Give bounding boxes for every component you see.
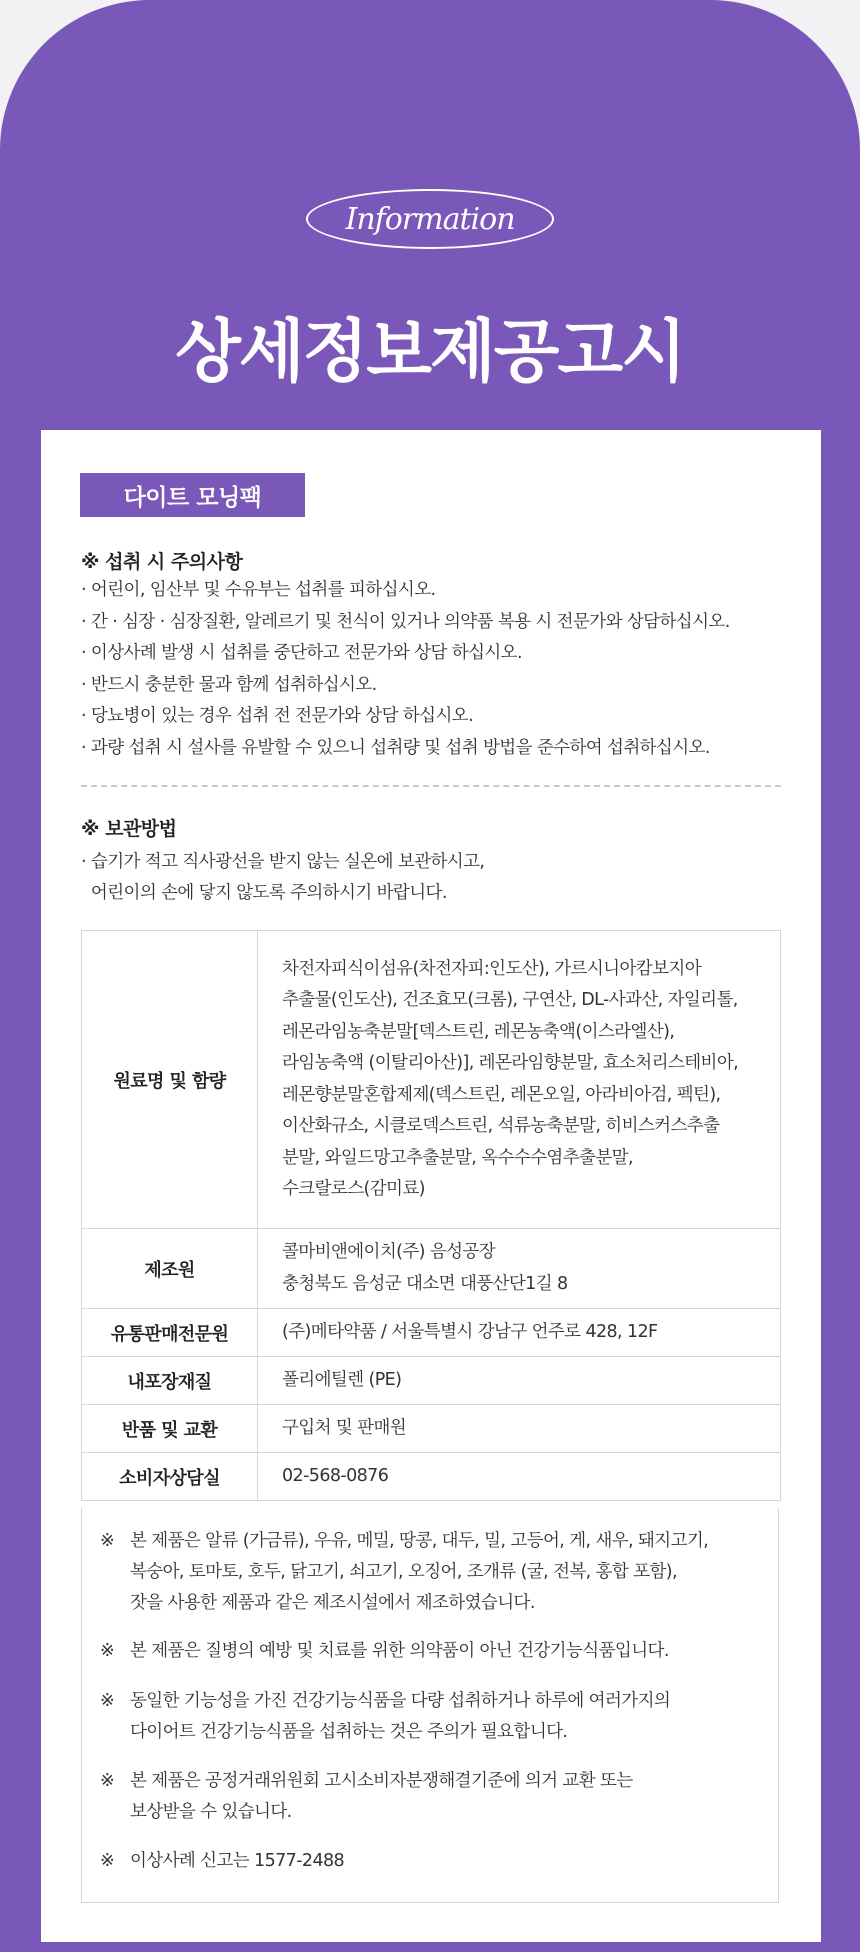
row-label-manufacturer: 제조원 (82, 1229, 258, 1309)
notice-mark: ※ (100, 1851, 115, 1871)
caution-list (81, 575, 730, 764)
notice-mark: ※ (100, 1771, 115, 1791)
storage-text: · 습기가 적고 직사광선을 받지 않는 실온에 보관하시고, 어린이의 손에 닿지 않도록 주의하시기 바랍니다. (81, 852, 485, 903)
table-row (82, 931, 781, 1229)
caution-item: · 간 · 심장 · 심장질환, 알레르기 및 천식이 있거나 의약품 복용 시 전문가와 상담하십시오. (81, 611, 730, 632)
row-value-consumer-center: 02-568-0876 (258, 1453, 781, 1501)
notice-item (100, 1686, 670, 1748)
row-value-packaging: 폴리에틸렌 (PE) (258, 1357, 781, 1405)
product-name: 다이트 모닝팩 (123, 484, 262, 511)
notice-mark: ※ (100, 1641, 115, 1661)
storage-heading: ※ 보관방법 (81, 818, 177, 840)
row-label-packaging: 내포장재질 (82, 1357, 258, 1405)
notice-box (81, 1508, 779, 1903)
caution-heading: ※ 섭취 시 주의사항 (81, 551, 243, 573)
notice-text: 동일한 기능성을 가진 건강기능식품을 다량 섭취하거나 하루에 여러가지의 다이어트 건강기능식품을 섭취하는 것은 주의가 필요합니다. (130, 1691, 671, 1742)
notice-mark: ※ (100, 1691, 115, 1711)
product-info-table (81, 930, 781, 1501)
table-row (82, 1357, 781, 1405)
row-value-ingredients: 차전자피식이섬유(차전자피:인도산), 가르시니아캄보지아 추출물(인도산), 건조효모(크롬), 구연산, DL-사과산, 자일리톨, 레몬라임농축분말[덱스트린, 레몬농축액(이스라엘산), 라임농축액 (이탈리아산)], 레몬라임향분말, 효소처리스테비아, 레몬향분말혼합제제(덱스트린, 레몬오일, 아라비아검, 펙틴), 이산화규소, 시클로덱스트린, 석류농축분말, 히비스커스추출 분말, 와일드망고추출분말, 옥수수수염추출분말, 수크랄로스(감미료) (258, 931, 781, 1229)
table-row (82, 1453, 781, 1501)
table-row (82, 1405, 781, 1453)
notice-item (100, 1526, 708, 1619)
product-name-tag (80, 473, 305, 517)
information-badge-label: Information (345, 201, 515, 237)
info-card (41, 430, 821, 1942)
notice-item (100, 1846, 344, 1877)
row-value-returns: 구입처 및 판매원 (258, 1405, 781, 1453)
notice-item (100, 1636, 669, 1667)
notice-text: 본 제품은 알류 (가금류), 우유, 메밀, 땅콩, 대두, 밀, 고등어, 게, 새우, 돼지고기, 복숭아, 토마토, 호두, 닭고기, 쇠고기, 오징어, 조개류 (굴, 전복, 홍합 포함), 잣을 사용한 제품과 같은 제조시설에서 제조하였습니다. (130, 1531, 709, 1613)
notice-mark: ※ (100, 1531, 115, 1551)
caution-item: · 이상사례 발생 시 섭취를 중단하고 전문가와 상담 하십시오. (81, 643, 522, 663)
caution-item: · 어린이, 임산부 및 수유부는 섭취를 피하십시오. (81, 580, 436, 600)
row-label-distributor: 유통판매전문원 (82, 1309, 258, 1357)
notice-text: 이상사례 신고는 1577-2488 (130, 1851, 345, 1871)
table-row (82, 1309, 781, 1357)
row-label-consumer-center: 소비자상담실 (82, 1453, 258, 1501)
notice-text: 본 제품은 공정거래위원회 고시소비자분쟁해결기준에 의거 교환 또는 보상받을 수 있습니다. (130, 1771, 633, 1822)
page-title: 상세정보제공고시 (175, 313, 685, 392)
row-value-manufacturer: 콜마비앤에이치(주) 음성공장 충청북도 음성군 대소면 대풍산단1길 8 (258, 1229, 781, 1309)
row-label-returns: 반품 및 교환 (82, 1405, 258, 1453)
dashed-divider (81, 785, 781, 787)
table-row (82, 1229, 781, 1309)
notice-item (100, 1766, 633, 1828)
notice-text: 본 제품은 질병의 예방 및 치료를 위한 의약품이 아닌 건강기능식품입니다. (130, 1641, 669, 1661)
information-badge (306, 189, 554, 249)
caution-item: · 반드시 충분한 물과 함께 섭취하십시오. (81, 674, 377, 695)
caution-item: · 당뇨병이 있는 경우 섭취 전 전문가와 상담 하십시오. (81, 706, 474, 726)
row-value-distributor: (주)메타약품 / 서울특별시 강남구 언주로 428, 12F (258, 1309, 781, 1357)
caution-item: · 과량 섭취 시 설사를 유발할 수 있으니 섭취량 및 섭취 방법을 준수하여 섭취하십시오. (81, 737, 710, 758)
row-label-ingredients: 원료명 및 함량 (82, 931, 258, 1229)
